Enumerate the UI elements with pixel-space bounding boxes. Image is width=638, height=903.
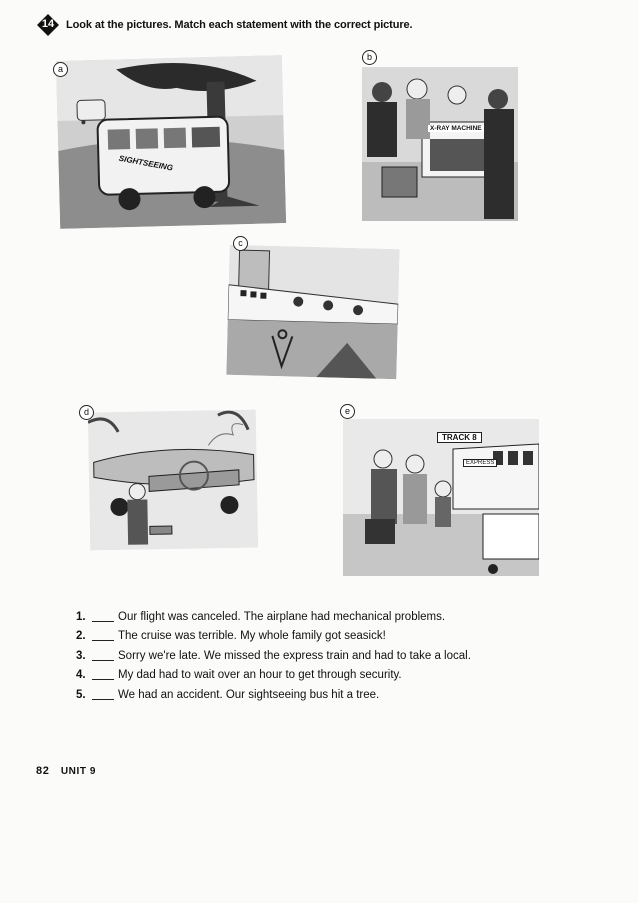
statement-number: 5. [76, 688, 86, 701]
exercise-number: 14 [41, 18, 55, 30]
statement-text: The cruise was terrible. My whole family got seasick! [118, 630, 386, 643]
answer-blank[interactable] [92, 670, 114, 680]
express-sign: EXPRESS [463, 459, 497, 467]
answer-blank[interactable] [92, 690, 114, 700]
picture-a-label: a [53, 62, 68, 77]
track-sign: TRACK 8 [437, 432, 482, 443]
statement-text: We had an accident. Our sightseeing bus hit a tree. [118, 688, 380, 701]
exercise-number-badge [36, 13, 60, 37]
airplane-illustration [88, 410, 258, 551]
xray-machine-sign: X-RAY MACHINE [430, 125, 482, 132]
picture-b [362, 67, 518, 221]
statement-number: 3. [76, 649, 86, 662]
exercise-instruction: Look at the pictures. Match each statement with the correct picture. [66, 19, 413, 31]
statement-2 [76, 627, 471, 647]
picture-b-label: b [362, 50, 377, 65]
cruise-ship-illustration [226, 245, 399, 379]
exercise-header [36, 13, 413, 37]
answer-blank[interactable] [92, 651, 114, 661]
statement-4 [76, 666, 471, 686]
picture-a [56, 55, 286, 229]
statement-number: 2. [76, 630, 86, 643]
statement-3 [76, 646, 471, 666]
picture-c [226, 245, 399, 379]
page-footer [36, 765, 96, 777]
security-checkpoint-illustration [362, 67, 518, 221]
picture-d [88, 410, 258, 551]
picture-e [343, 419, 539, 576]
statement-number: 4. [76, 669, 86, 682]
statement-list [76, 607, 471, 705]
answer-blank[interactable] [92, 612, 114, 622]
bus-sign: SIGHTSEEING [118, 153, 174, 173]
answer-blank[interactable] [92, 631, 114, 641]
statement-number: 1. [76, 610, 86, 623]
picture-e-label: e [340, 404, 355, 419]
picture-d-label: d [79, 405, 94, 420]
statement-text: My dad had to wait over an hour to get through security. [118, 669, 402, 682]
sightseeing-bus-illustration [56, 55, 286, 229]
statement-text: Our flight was canceled. The airplane had mechanical problems. [118, 610, 446, 623]
statement-5 [76, 685, 471, 705]
statement-1 [76, 607, 471, 627]
unit-label: UNIT 9 [60, 766, 97, 777]
statement-text: Sorry we're late. We missed the express train and had to take a local. [118, 649, 471, 662]
picture-c-label: c [233, 236, 248, 251]
page-number: 82 [36, 765, 50, 777]
